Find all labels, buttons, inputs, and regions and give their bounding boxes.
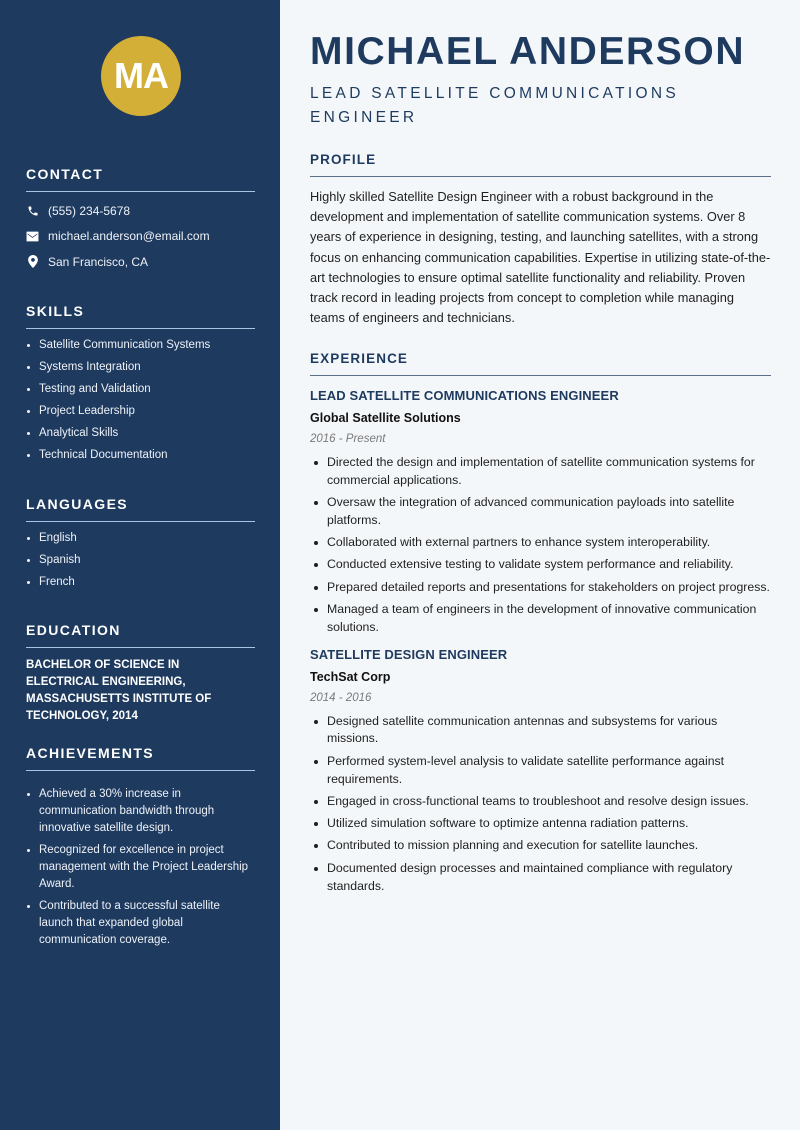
avatar (101, 36, 181, 116)
candidate-title: LEAD SATELLITE COMMUNICATIONS ENGINEER (310, 85, 680, 126)
achievements-list (26, 786, 255, 949)
job-entry (310, 647, 771, 896)
skill-item: Satellite Communication Systems (26, 337, 255, 354)
job-bullet: Oversaw the integration of advanced communication payloads into satellite platforms. (310, 494, 771, 530)
job-dates: 2016 - Present (310, 433, 386, 445)
job-bullet: Contributed to mission planning and execution for satellite launches. (310, 837, 771, 855)
job-bullets (310, 713, 771, 896)
location-text: San Francisco, CA (48, 254, 149, 269)
phone-text[interactable]: (555) 234-5678 (48, 203, 131, 218)
email-icon (26, 230, 39, 243)
achievement-item: Achieved a 30% increase in communication bandwidth through innovative satellite design. (26, 786, 255, 837)
skill-item: Project Leadership (26, 403, 255, 420)
contact-email (26, 224, 255, 250)
contact-list (26, 198, 255, 275)
skill-item: Technical Documentation (26, 447, 255, 464)
languages-list (26, 530, 255, 591)
job-company: TechSat Corp (310, 669, 391, 684)
job-bullet: Directed the design and implementation of satellite communication systems for commercial applications. (310, 454, 771, 490)
job-bullet: Utilized simulation software to optimize antenna radiation patterns. (310, 815, 771, 833)
contact-phone (26, 198, 255, 224)
location-pin-icon (26, 255, 39, 268)
skills-list (26, 337, 255, 464)
contact-location (26, 249, 255, 275)
education-text: BACHELOR OF SCIENCE IN ELECTRICAL ENGINEERING, MASSACHUSETTS INSTITUTE OF TECHNOLOGY, 2014 (26, 659, 212, 722)
skill-item: Systems Integration (26, 359, 255, 376)
job-bullet: Performed system-level analysis to validate satellite performance against requirements. (310, 753, 771, 789)
skills-section (26, 303, 255, 469)
avatar-initials: MA (114, 55, 168, 96)
education-heading: EDUCATION (26, 622, 255, 648)
email-text[interactable]: michael.anderson@email.com (48, 229, 210, 244)
profile-heading: PROFILE (310, 152, 771, 177)
language-item: English (26, 530, 255, 547)
job-bullet: Documented design processes and maintained compliance with regulatory standards. (310, 860, 771, 896)
contact-heading: CONTACT (26, 166, 255, 192)
profile-text: Highly skilled Satellite Design Engineer with a robust background in the development and implementation of satellite communication systems. Over 8 years of experience in designing, testing, and launching satellites, with a strong focus on enhancing communication capabilities. Expertise in utilizing state-of-the-art technologies to ensure optimal satellite functionality and reliability. Proven track record in leading projects from concept to completion while managing teams of engineers and technicians. (310, 189, 771, 326)
languages-heading: LANGUAGES (26, 496, 255, 522)
job-bullet: Prepared detailed reports and presentations for stakeholders on project progress. (310, 579, 771, 597)
skill-item: Testing and Validation (26, 381, 255, 398)
skill-item: Analytical Skills (26, 425, 255, 442)
candidate-name: MICHAEL ANDERSON (310, 30, 746, 73)
achievement-item: Contributed to a successful satellite launch that expanded global communication coverage. (26, 898, 255, 949)
job-company: Global Satellite Solutions (310, 411, 461, 425)
contact-section (26, 166, 255, 275)
job-bullet: Collaborated with external partners to enhance system interoperability. (310, 534, 771, 552)
job-dates: 2014 - 2016 (310, 691, 372, 704)
experience-heading: EXPERIENCE (310, 351, 771, 376)
achievements-section (26, 745, 255, 954)
achievement-item: Recognized for excellence in project management with the Project Leadership Award. (26, 842, 255, 893)
education-section (26, 622, 255, 725)
job-bullet: Conducted extensive testing to validate system performance and reliability. (310, 556, 771, 574)
experience-section (310, 351, 771, 900)
job-title: SATELLITE DESIGN ENGINEER (310, 646, 508, 662)
language-item: Spanish (26, 552, 255, 569)
job-bullet: Designed satellite communication antennas and subsystems for various missions. (310, 713, 771, 749)
job-title: LEAD SATELLITE COMMUNICATIONS ENGINEER (310, 388, 619, 403)
job-bullet: Managed a team of engineers in the development of innovative communication solutions. (310, 601, 771, 637)
languages-section (26, 496, 255, 596)
job-entry (310, 388, 771, 637)
sidebar (0, 0, 280, 1130)
phone-icon (26, 204, 39, 217)
job-bullet: Engaged in cross-functional teams to troubleshoot and resolve design issues. (310, 793, 771, 811)
profile-section (310, 152, 771, 328)
skills-heading: SKILLS (26, 303, 255, 329)
language-item: French (26, 574, 255, 591)
achievements-heading: ACHIEVEMENTS (26, 745, 255, 771)
job-bullets (310, 454, 771, 637)
